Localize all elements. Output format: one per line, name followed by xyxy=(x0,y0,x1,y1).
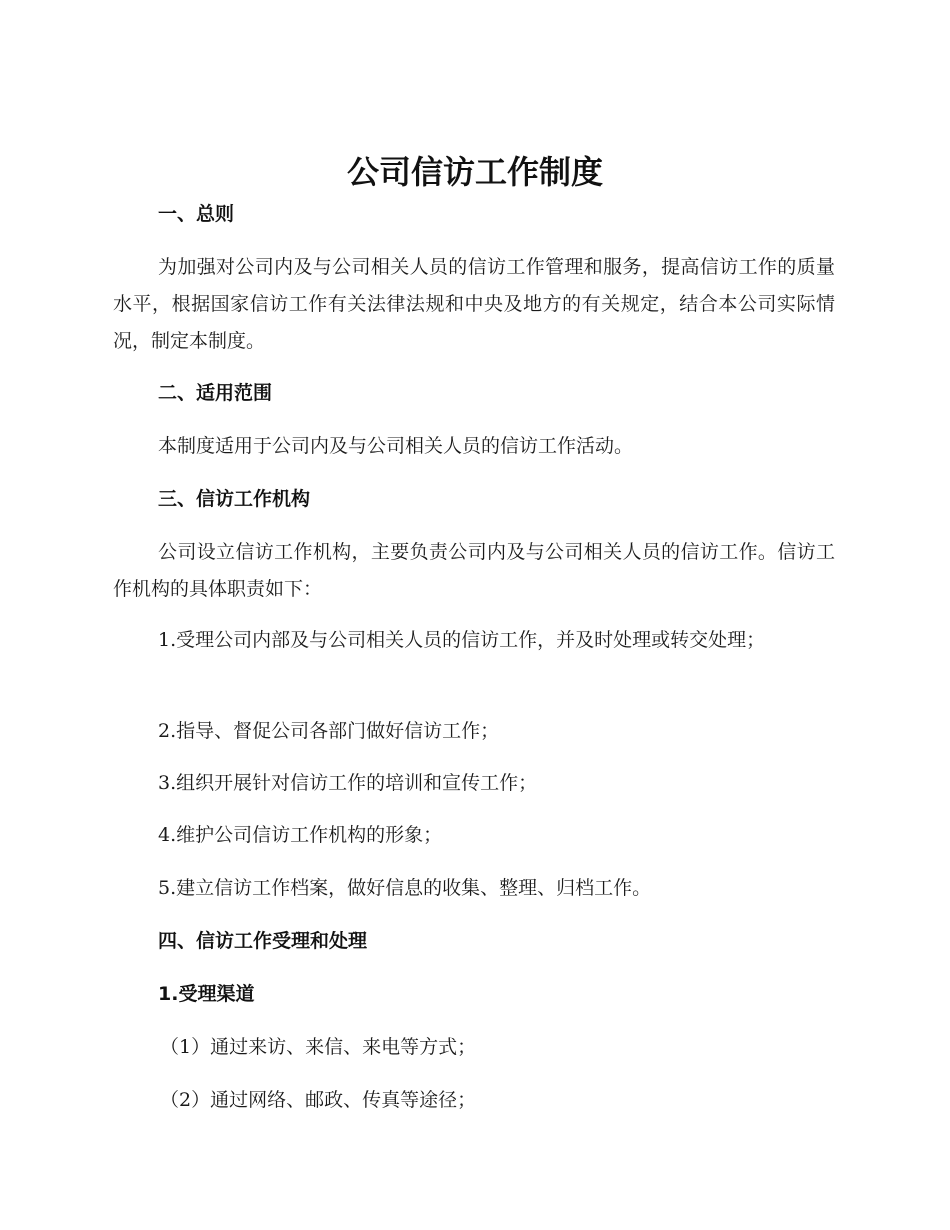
list-item: （1）通过来访、来信、来电等方式； xyxy=(160,1036,477,1058)
document-title: 公司信访工作制度 xyxy=(346,153,603,191)
list-item: 2.指导、督促公司各部门做好信访工作； xyxy=(158,720,500,742)
section-heading-general: 一、总则 xyxy=(158,203,235,225)
list-item: 3.组织开展针对信访工作的培训和宣传工作； xyxy=(158,772,538,794)
section-paragraph-general: 为加强对公司内及与公司相关人员的信访工作管理和服务，提高信访工作的质量水平，根据国家信访工作有关法律法规和中央及地方的有关规定，结合本公司实际情况，制定本制度。 xyxy=(113,256,835,352)
list-item: 5.建立信访工作档案，做好信息的收集、整理、归档工作。 xyxy=(158,877,652,899)
list-item: 4.维护公司信访工作机构的形象； xyxy=(158,824,443,846)
list-item: （2）通过网络、邮政、传真等途径； xyxy=(160,1089,477,1111)
section-paragraph-organization: 公司设立信访工作机构，主要负责公司内及与公司相关人员的信访工作。信访工作机构的具体职责如下： xyxy=(113,541,835,600)
section-heading-handling: 四、信访工作受理和处理 xyxy=(158,930,368,952)
section-heading-scope: 二、适用范围 xyxy=(158,382,273,404)
sub-heading-channels: 1.受理渠道 xyxy=(158,983,255,1005)
list-item: 1.受理公司内部及与公司相关人员的信访工作，并及时处理或转交处理； xyxy=(158,629,766,651)
section-heading-organization: 三、信访工作机构 xyxy=(158,488,311,510)
section-paragraph-scope: 本制度适用于公司内及与公司相关人员的信访工作活动。 xyxy=(158,435,634,457)
